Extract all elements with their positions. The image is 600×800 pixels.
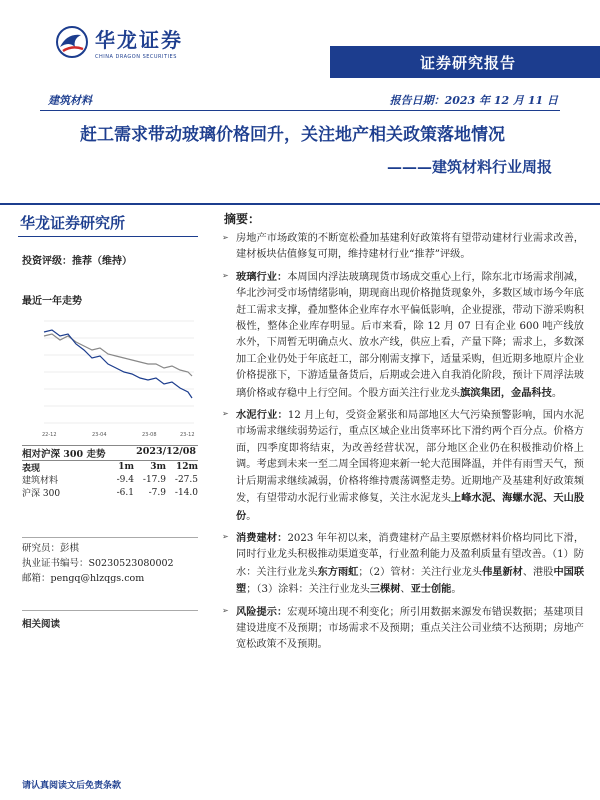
arrow-bullet-icon: ➢ (222, 605, 229, 615)
stock-pick: 三棵树 (369, 583, 401, 596)
report-type-banner: 证券研究报告 (330, 46, 600, 78)
paragraph-text: 12 月上旬，受资金紧张和局部地区大气污染预警影响，国内水泥市场需求继续弱势运行，重点区域企业出货率环比下滑约两个百分点。价格方面，四季度即将结束，为改善经营状况，部分地区企业仍在积极推动价格上调。考虑到未来一至二周全国将迎来新一轮大范围降温，并伴有雨雪天气，预计后期需求继续减弱，价格将维持震荡调整走势。近期地产及基建利好政策频发，有望带动水泥行业需求修复，关注水泥龙头 (236, 410, 584, 505)
table-header: 3m (150, 462, 166, 472)
abstract-item (222, 269, 584, 402)
institute-name: 华龙证券研究所 (18, 210, 198, 237)
divider (0, 203, 600, 205)
paragraph-text: 2023 年年初以来，消费建材产品主要原燃材料价格均同比下滑，同时行业龙头积极推动渠道变革，行业盈利能力及盈利质量有望改善。（1）防水：关注行业龙头 (236, 532, 585, 578)
stock-pick: 东方雨虹 (317, 565, 359, 578)
report-title: 赶工需求带动玻璃价格回升，关注地产相关政策落地情况 (80, 125, 505, 145)
paragraph-text: ；（2）管材：关注行业龙头 (358, 566, 483, 578)
arrow-bullet-icon: ➢ (222, 233, 229, 242)
report-date: 报告日期：2023 年 12 月 11 日 (389, 94, 558, 107)
report-header (0, 0, 600, 95)
abstract-title: 摘要： (224, 212, 261, 226)
table-row (22, 473, 198, 486)
analyst-email[interactable]: 邮箱：pengq@hlzqgs.com (22, 573, 145, 584)
section-label: 水泥行业： (236, 409, 288, 422)
svg-text:23-08: 23-08 (142, 432, 157, 438)
paragraph-text: 本周国内浮法玻璃现货市场成交重心上行，除东北市场需求削减，华北沙河受市场情绪影响，期现商出现价格抛货现象外，多数区域市场今年底赶工需求支撑，叠加整体企业库存水平偏低影响，企业提涨，带动下游采购积极性，整体企业库存明显。后市来看，除 12 月 07 日有企业 600 吨产线放水外，下周暂无明确点火、放水产线，供应上看，产量下降；需求上，多数深加工企业仍处于年底赶工，部分刚需支撑下，适量采购，但近期多地原片企业价格提涨下，下游适量备货后，后期或会进入自我消化阶段，预计下周浮法玻璃价格或存稳中上行空间。个股方面关注行业龙头 (236, 271, 585, 399)
rating (22, 252, 132, 267)
section-label: 消费建材： (236, 531, 288, 544)
abstract-paragraph (236, 604, 584, 654)
stock-picks: 上峰水泥、海螺水泥、天山股份 (236, 492, 585, 522)
abstract-item (222, 530, 584, 599)
paragraph-text: 、港股 (522, 566, 554, 578)
related-reading: 相关阅读 (22, 610, 198, 630)
dragon-logo-icon (55, 25, 89, 59)
company-logo (55, 24, 183, 60)
section-label: 玻璃行业： (236, 270, 288, 283)
section-label: 风险提示： (236, 605, 288, 618)
abstract-item (222, 604, 584, 654)
table-cell: -14.0 (174, 487, 198, 498)
table-row (22, 486, 198, 499)
arrow-bullet-icon: ➢ (222, 531, 229, 541)
paragraph-text: ；（3）涂料：关注行业龙头 (246, 584, 370, 596)
abstract-item (222, 407, 584, 525)
analyst-info (22, 537, 198, 586)
rating-value: 推荐（维持） (72, 256, 132, 267)
abstract-paragraph: 水泥行业：12 月上旬，受资金紧张和局部地区大气污染预警影响，国内水泥市场需求继续弱势运行，重点区域企业出货率环比下滑约两个百分点。价格方面，四季度即将结束，为改善经营状况，部分地区企业仍在积极推动价格上调。考虑到未来一至二周全国将迎来新一轮大范围降温，并伴有雨雪天气，预计后期需求继续减弱，价格将维持震荡调整走势。近期地产及基建利好政策频发，有望带动水泥行业需求修复，关注水泥龙头上峰水泥、海螺水泥、天山股份。 (236, 409, 585, 522)
logo-chinese-name: 华龙证券 (95, 28, 183, 52)
table-cell: -27.5 (174, 474, 198, 485)
table-date: 2023/12/08 (136, 446, 196, 457)
paragraph-text: 、 (400, 584, 411, 596)
analyst-name: 研究员：彭棋 (22, 543, 80, 554)
table-title: 相对沪深 300 走势 (22, 449, 106, 460)
svg-text:22-12: 22-12 (42, 432, 57, 438)
table-cell: -9.4 (116, 474, 134, 485)
rating-label: 投资评级： (22, 256, 72, 267)
stock-pick: 伟星新材 (482, 565, 523, 578)
table-header: 1m (118, 462, 134, 472)
stock-picks: 旗滨集团，金晶科技 (460, 386, 552, 399)
table-cell: -6.1 (116, 487, 134, 498)
divider (40, 110, 560, 111)
paragraph-text: 宏观环境出现不利变化；所引用数据来源发布错误数据；基建项目建设进度不及预期；市场需求不及预期；重点关注公司业绩不达预期；房地产宽松政策不及预期。 (236, 606, 585, 651)
trend-title: 最近一年走势 (22, 296, 82, 307)
svg-text:23-04: 23-04 (92, 432, 107, 438)
abstract-paragraph (236, 530, 584, 599)
analyst-certificate: 执业证书编号：S0230523080002 (22, 558, 174, 569)
table-header: 表现 (22, 463, 41, 474)
stock-pick: 亚士创能 (410, 583, 452, 596)
abstract-paragraph: 玻璃行业：本周国内浮法玻璃现货市场成交重心上行，除东北市场需求削减，华北沙河受市场情绪影响，期现商出现价格抛货现象外，多数区域市场今年底赶工需求支撑，叠加整体企业库存水平偏低影响，企业提涨，带动下游采购积极性，整体企业库存明显。后市来看，除 12 月 07 日有企业 600 吨产线放水外，下周暂无明确点火、放水产线，供应上看，产量下降；需求上，多数深加工企业仍处于年底赶工，部分刚需支撑下，适量采购，但近期多地原片企业价格提涨下，下游适量备货后，后期或会进入自我消化阶段，预计下周浮法玻璃价格或存稳中上行空间。个股方面关注行业龙头旗滨集团，金晶科技。 (236, 270, 585, 399)
stock-pick: 中国联塑 (236, 565, 585, 596)
industry-label: 建筑材料 (48, 94, 92, 107)
abstract-section (222, 210, 584, 659)
table-cell: -17.9 (142, 474, 166, 485)
arrow-bullet-icon: ➢ (222, 409, 229, 419)
table-header-row (22, 460, 198, 473)
one-year-trend-chart (22, 306, 200, 446)
abstract-paragraph: 房地产市场政策的不断宽松叠加基建利好政策将有望带动建材行业需求改善，建材板块估值修复可期，维持建材行业“推荐”评级。 (236, 233, 584, 261)
arrow-bullet-icon: ➢ (222, 270, 229, 280)
table-header: 12m (175, 462, 198, 472)
logo-english-name: CHINA DRAGON SECURITIES (95, 54, 177, 60)
sidebar (18, 210, 198, 800)
report-subtitle: ———建筑材料行业周报 (386, 158, 552, 176)
performance-table (22, 460, 198, 499)
table-cell: 建筑材料 (22, 476, 59, 486)
table-cell: 沪深 300 (22, 489, 61, 499)
series-building-materials-line (44, 330, 192, 398)
disclaimer-note: 请认真阅读文后免责条款 (22, 781, 122, 791)
svg-text:23-12: 23-12 (180, 432, 195, 438)
table-cell: -7.9 (148, 487, 166, 498)
paragraph-text: 。 (451, 584, 462, 596)
abstract-item (222, 231, 584, 264)
performance-table-title (22, 445, 198, 460)
